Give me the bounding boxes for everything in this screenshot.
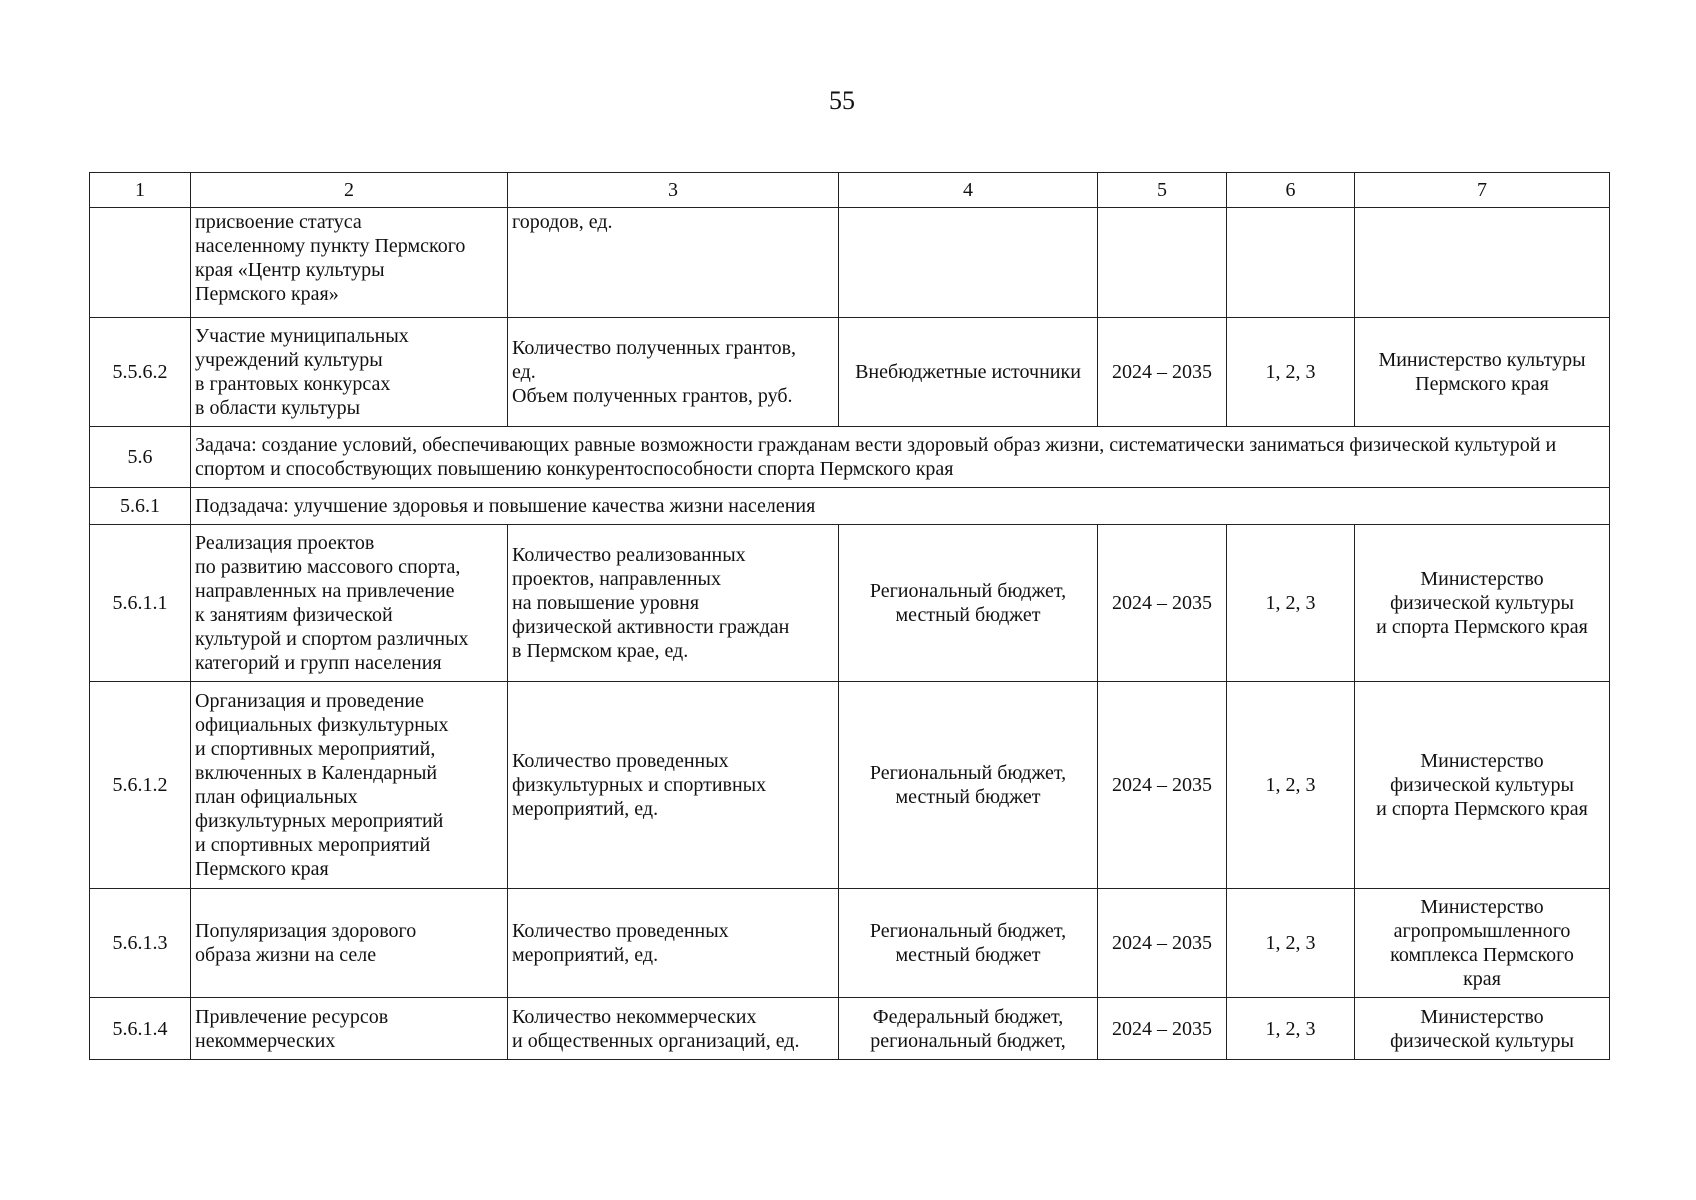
cell-number	[90, 208, 191, 318]
cell-funding: Региональный бюджет, местный бюджет	[839, 889, 1098, 998]
header-cell: 1	[90, 173, 191, 208]
measures-table	[89, 172, 1610, 1060]
cell-indicator: Количество реализованных проектов, направленных на повышение уровня физической активности граждан в Пермском крае, ед.	[508, 525, 839, 682]
table-row	[90, 889, 1610, 998]
cell-indicator: городов, ед.	[508, 208, 839, 318]
cell-period	[1098, 208, 1227, 318]
cell-tasks: 1, 2, 3	[1227, 525, 1355, 682]
table-row	[90, 318, 1610, 427]
cell-tasks: 1, 2, 3	[1227, 318, 1355, 427]
table-row	[90, 208, 1610, 318]
subtask-row	[90, 488, 1610, 525]
cell-executor: Министерство агропромышленного комплекса Пермского края	[1355, 889, 1610, 998]
cell-measure: Привлечение ресурсов некоммерческих	[191, 998, 508, 1060]
cell-funding: Региональный бюджет, местный бюджет	[839, 682, 1098, 889]
task-text: Задача: создание условий, обеспечивающих равные возможности гражданам вести здоровый образ жизни, систематически заниматься физической культурой и спортом и способствующих повышению конкурентоспособности спорта Пермского края	[191, 427, 1610, 488]
cell-indicator: Количество проведенных физкультурных и спортивных мероприятий, ед.	[508, 682, 839, 889]
subtask-text: Подзадача: улучшение здоровья и повышение качества жизни населения	[191, 488, 1610, 525]
cell-period: 2024 – 2035	[1098, 998, 1227, 1060]
cell-indicator: Количество некоммерческих и общественных организаций, ед.	[508, 998, 839, 1060]
cell-executor: Министерство физической культуры	[1355, 998, 1610, 1060]
cell-tasks	[1227, 208, 1355, 318]
table-row	[90, 682, 1610, 889]
cell-period: 2024 – 2035	[1098, 318, 1227, 427]
cell-number: 5.6.1.4	[90, 998, 191, 1060]
cell-measure: Участие муниципальных учреждений культуры в грантовых конкурсах в области культуры	[191, 318, 508, 427]
task-row	[90, 427, 1610, 488]
header-cell: 5	[1098, 173, 1227, 208]
cell-indicator: Количество полученных грантов, ед. Объем полученных грантов, руб.	[508, 318, 839, 427]
table-row	[90, 525, 1610, 682]
cell-number: 5.5.6.2	[90, 318, 191, 427]
cell-measure: Популяризация здорового образа жизни на селе	[191, 889, 508, 998]
cell-tasks: 1, 2, 3	[1227, 682, 1355, 889]
cell-period: 2024 – 2035	[1098, 525, 1227, 682]
header-cell: 6	[1227, 173, 1355, 208]
cell-measure: Организация и проведение официальных физкультурных и спортивных мероприятий, включенных в Календарный план официальных физкультурных мероприятий и спортивных мероприятий Пермского края	[191, 682, 508, 889]
cell-funding: Внебюджетные источники	[839, 318, 1098, 427]
table-header-row	[90, 173, 1610, 208]
cell-number: 5.6	[90, 427, 191, 488]
header-cell: 2	[191, 173, 508, 208]
cell-tasks: 1, 2, 3	[1227, 889, 1355, 998]
cell-executor: Министерство физической культуры и спорта Пермского края	[1355, 525, 1610, 682]
cell-indicator: Количество проведенных мероприятий, ед.	[508, 889, 839, 998]
cell-number: 5.6.1.3	[90, 889, 191, 998]
cell-funding: Федеральный бюджет, региональный бюджет,	[839, 998, 1098, 1060]
cell-executor: Министерство культуры Пермского края	[1355, 318, 1610, 427]
cell-funding	[839, 208, 1098, 318]
table-row	[90, 998, 1610, 1060]
header-cell: 7	[1355, 173, 1610, 208]
cell-number: 5.6.1.1	[90, 525, 191, 682]
cell-measure: Реализация проектов по развитию массового спорта, направленных на привлечение к занятиям физической культурой и спортом различных категорий и групп населения	[191, 525, 508, 682]
page-number: 55	[829, 86, 855, 115]
cell-measure: присвоение статуса населенному пункту Пермского края «Центр культуры Пермского края»	[191, 208, 508, 318]
cell-funding: Региональный бюджет, местный бюджет	[839, 525, 1098, 682]
cell-executor	[1355, 208, 1610, 318]
cell-executor: Министерство физической культуры и спорта Пермского края	[1355, 682, 1610, 889]
cell-number: 5.6.1.2	[90, 682, 191, 889]
cell-period: 2024 – 2035	[1098, 682, 1227, 889]
header-cell: 4	[839, 173, 1098, 208]
header-cell: 3	[508, 173, 839, 208]
cell-number: 5.6.1	[90, 488, 191, 525]
cell-period: 2024 – 2035	[1098, 889, 1227, 998]
cell-tasks: 1, 2, 3	[1227, 998, 1355, 1060]
